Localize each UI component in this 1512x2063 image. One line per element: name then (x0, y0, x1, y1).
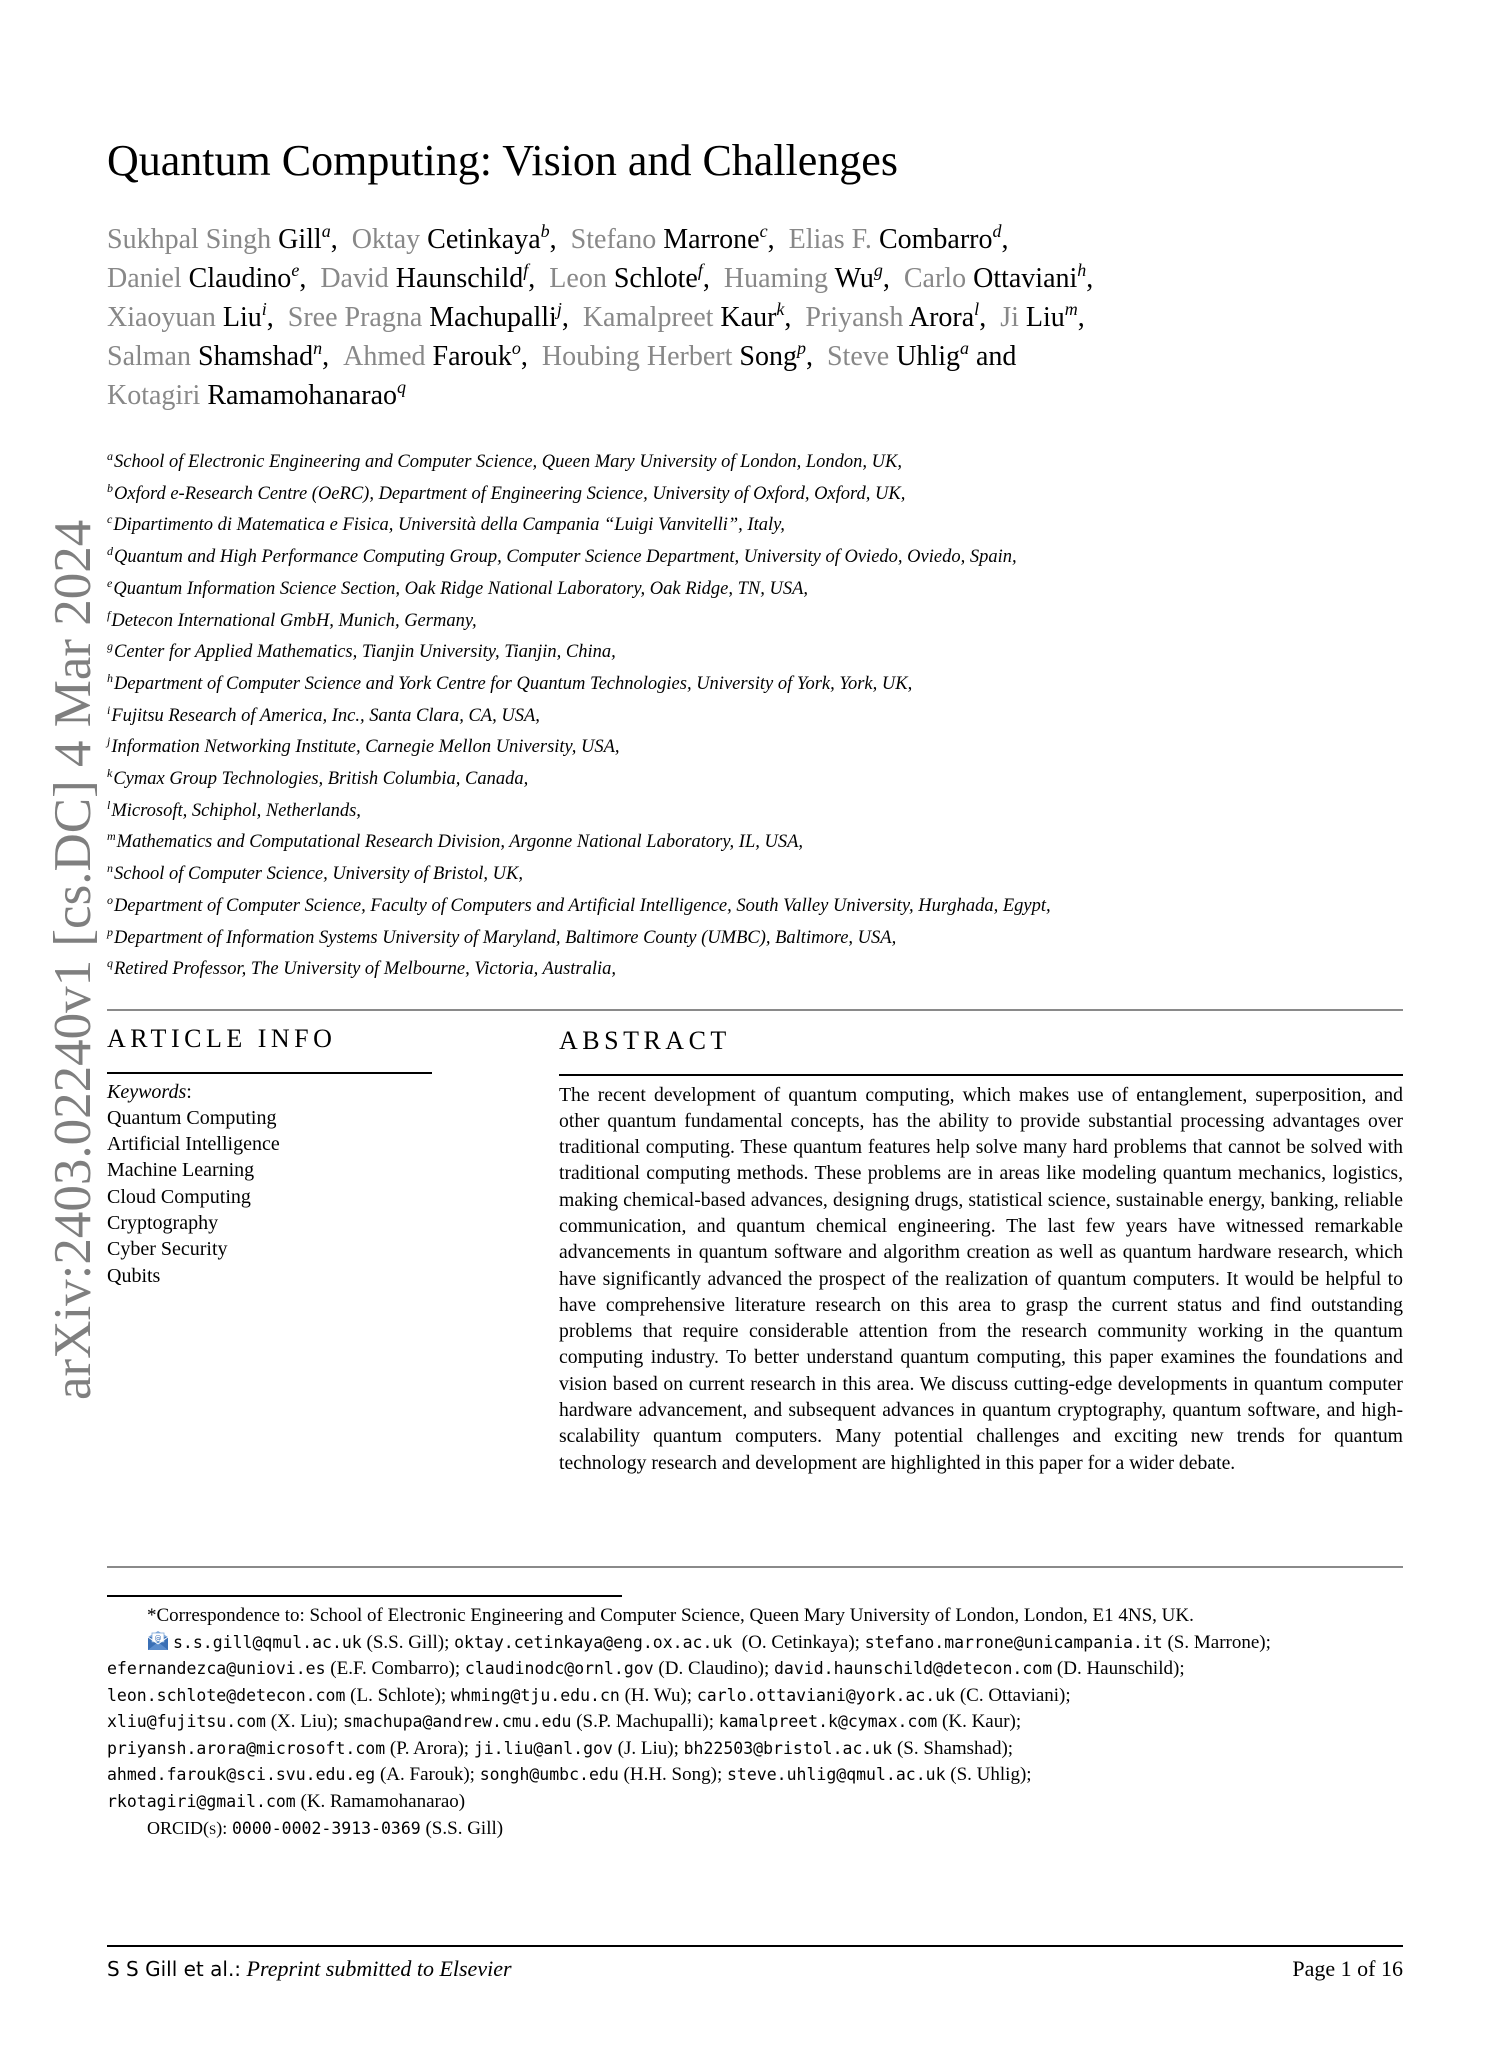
affiliation: $^a$School of Electronic Engineering and Computer Science, Queen Mary University of London, London, UK, (107, 449, 903, 472)
email-link[interactable]: songh@umbc.edu (479, 1765, 619, 1784)
affiliation: $^d$Quantum and High Performance Computing Group, Computer Science Department, University of Oviedo, Oviedo, Spain, (107, 544, 1017, 568)
email-link[interactable]: kamalpreet.k@cymax.com (718, 1712, 938, 1731)
author: Salman Shamshad$^n$, (107, 338, 330, 372)
keyword: Qubits (107, 1264, 161, 1287)
section-divider-top (107, 1009, 1403, 1011)
email-link[interactable]: david.haunschild@detecon.com (774, 1659, 1053, 1678)
email-link[interactable]: s.s.gill@qmul.ac.uk (173, 1632, 362, 1652)
footer-venue: Preprint submitted to Elsevier (246, 1956, 512, 1981)
author: Kamalpreet Kaur$^k$, (582, 299, 792, 333)
author: Stefano Marrone$^c$, (570, 221, 775, 255)
author: Ahmed Farouk$^o$, (343, 338, 528, 372)
email-link[interactable]: smachupa@andrew.cmu.edu (343, 1712, 572, 1731)
email-link[interactable]: efernandezca@uniovi.es (107, 1659, 326, 1678)
author-line-5 (107, 376, 1407, 415)
affiliation: $^c$Dipartimento di Matematica e Fisica, Università della Campania “Luigi Vanvitelli”, Italy, (107, 512, 785, 536)
author: Daniel Claudino$^e$, (107, 260, 307, 294)
keyword: Artificial Intelligence (107, 1133, 280, 1156)
email-link[interactable]: leon.schlote@detecon.com (107, 1685, 346, 1705)
email-list: @ s.s.gill@qmul.ac.uk (S.S. Gill); oktay.cetinkaya@eng.ox.ac.uk (O. Cetinkaya); stefano.marrone@unicampania.it (S. Marrone); efernandezca@uniovi.es (E.F. Combarro); claudinodc@ornl.gov (D. Claudino); david.haunschild@detecon.com (D. Haunschild); leon.schlote@detecon.com (L. Schlote); whming@tju.edu.cn (H. Wu); carlo.ottaviani@york.ac.uk (C. Ottaviani); xliu@fujitsu.com (X. Liu); smachupa@andrew.cmu.edu (S.P. Machupalli); kamalpreet.k@cymax.com (K. Kaur); priyansh.arora@microsoft.com (P. Arora); ji.liu@anl.gov (J. Liu); bh22503@bristol.ac.uk (S. Shamshad); ahmed.farouk@sci.svu.edu.eg (A. Farouk); songh@umbc.edu (H.H. Song); steve.uhlig@qmul.ac.uk (S. Uhlig); rkotagiri@gmail.com (K. Ramamohanarao) (107, 1631, 1271, 1812)
affiliation: $^l$Microsoft, Schiphol, Netherlands, (107, 797, 361, 821)
email-envelope-icon (147, 1631, 169, 1651)
affiliation: $^e$Quantum Information Science Section, Oak Ridge National Laboratory, Oak Ridge, TN, USA, (107, 575, 809, 599)
author: Sukhpal Singh Gill$^a$, (107, 221, 338, 255)
article-info-panel (107, 1026, 432, 1289)
article-info-rule (107, 1072, 432, 1074)
orcid-note (107, 1815, 1403, 1843)
affiliation-list (107, 447, 1051, 986)
author: Leon Schlote$^f$, (549, 260, 710, 294)
email-link[interactable]: carlo.ottaviani@york.ac.uk (696, 1685, 956, 1705)
affiliation: $^o$Department of Computer Science, Faculty of Computers and Artificial Intelligence, South Valley University, Hurghada, Egypt, (107, 892, 1051, 916)
keyword: Machine Learning (107, 1159, 255, 1182)
author: Kotagiri Ramamohanarao$^q$ (107, 377, 407, 411)
email-link[interactable]: stefano.marrone@unicampania.it (864, 1632, 1163, 1652)
author: Oktay Cetinkaya$^b$, (351, 221, 557, 255)
keyword: Cloud Computing (107, 1185, 251, 1208)
arxiv-identifier-stamp: arXiv:2403.02240v1 [cs.DC] 4 Mar 2024 (44, 519, 102, 1400)
author: Xiaoyuan Liu$^i$, (107, 299, 274, 333)
author: Priyansh Arora$^l$, (805, 299, 987, 333)
email-link[interactable]: priyansh.arora@microsoft.com (107, 1738, 386, 1758)
author: Elias F. Combarro$^d$, (788, 221, 1009, 255)
article-info-heading: ARTICLE INFO (107, 1024, 337, 1053)
footer-rule (107, 1945, 1403, 1947)
email-link[interactable]: oktay.cetinkaya@eng.ox.ac.uk (454, 1632, 733, 1652)
email-link[interactable]: bh22503@bristol.ac.uk (683, 1738, 893, 1758)
section-divider-bottom (107, 1566, 1403, 1568)
author: David Haunschild$^f$, (320, 260, 536, 294)
keywords-label: Keywords: (107, 1080, 192, 1103)
email-link[interactable]: steve.uhlig@qmul.ac.uk (726, 1765, 946, 1784)
author-list (107, 220, 1407, 415)
affiliation: $^i$Fujitsu Research of America, Inc., Santa Clara, CA, USA, (107, 702, 540, 726)
abstract-panel (559, 1028, 1403, 1476)
affiliation: $^g$Center for Applied Mathematics, Tianjin University, Tianjin, China, (107, 639, 616, 663)
running-footer (107, 1956, 512, 1982)
author: Steve Uhlig$^a$ and (826, 338, 1017, 372)
abstract-text: The recent development of quantum computing, which makes use of entanglement, superposition, and other quantum fundamental concepts, has the ability to provide substantial processing advantages over traditional computing. These quantum features help solve many hard problems that cannot be solved with traditional computing methods. These problems are in areas like modeling quantum mechanics, logistics, making chemical-based advances, designing drugs, statistical science, sustainable energy, banking, reliable communication, and quantum chemical engineering. The last few years have witnessed remarkable advancements in quantum software and algorithm creation as well as quantum hardware research, which have significantly advanced the prospect of the realization of quantum computers. It would be helpful to have comprehensive literature research on this area to grasp the current status and find outstanding problems that require considerable attention from the research community working in the quantum computing industry. To better understand quantum computing, this paper examines the foundations and vision based on current research in this area. We discuss cutting-edge developments in quantum computer hardware advancement, and subsequent advances in quantum cryptography, quantum software, and high-scalability quantum computers. Many potential challenges and exciting new trends for quantum technology research and development are highlighted in this paper for a wider debate. (559, 1083, 1403, 1474)
affiliation: $^b$Oxford e-Research Centre (OeRC), Department of Engineering Science, University of Oxford, Oxford, UK, (107, 480, 906, 504)
correspondence-note: *Correspondence to: School of Electronic Engineering and Computer Science, Queen Mary University of London, London, E1 4NS, UK. (147, 1605, 1194, 1626)
page-number: Page 1 of 16 (1292, 1956, 1403, 1981)
paper-title: Quantum Computing: Vision and Challenges (107, 136, 898, 185)
keyword: Cyber Security (107, 1238, 228, 1261)
author: Huaming Wu$^g$, (723, 260, 890, 294)
author: Ji Liu$^m$, (1000, 299, 1085, 333)
affiliation: $^m$Mathematics and Computational Research Division, Argonne National Laboratory, IL, USA, (107, 829, 804, 853)
abstract-rule (559, 1074, 1403, 1076)
email-link[interactable]: ji.liu@anl.gov (473, 1738, 613, 1758)
affiliation: $^n$School of Computer Science, University of Bristol, UK, (107, 861, 523, 885)
svg-text:@: @ (154, 1634, 162, 1642)
email-link[interactable]: whming@tju.edu.cn (450, 1685, 620, 1705)
affiliation: $^j$Information Networking Institute, Carnegie Mellon University, USA, (107, 734, 620, 758)
footnote-rule (107, 1595, 622, 1597)
affiliation: $^h$Department of Computer Science and York Centre for Quantum Technologies, University of York, York, UK, (107, 670, 913, 694)
orcid-owner: (S.S. Gill) (425, 1818, 504, 1839)
author-line-3 (107, 298, 1407, 337)
footer-author: S S Gill et al.: (107, 1957, 242, 1981)
email-link[interactable]: rkotagiri@gmail.com (107, 1791, 296, 1811)
email-link[interactable]: claudinodc@ornl.gov (464, 1659, 654, 1678)
keyword: Cryptography (107, 1211, 219, 1234)
affiliation: $^p$Department of Information Systems University of Maryland, Baltimore County (UMBC), Baltimore, USA, (107, 924, 897, 948)
affiliation: $^q$Retired Professor, The University of Melbourne, Victoria, Australia, (107, 956, 617, 980)
author-line-1 (107, 220, 1407, 259)
author: Sree Pragna Machupalli$^j$, (287, 299, 569, 333)
affiliation: $^k$Cymax Group Technologies, British Columbia, Canada, (107, 766, 529, 790)
keywords-list (107, 1079, 432, 1289)
orcid-link[interactable]: 0000-0002-3913-0369 (231, 1819, 421, 1838)
author: Houbing Herbert Song$^p$, (541, 338, 813, 372)
author-line-4 (107, 337, 1407, 376)
author: Carlo Ottaviani$^h$, (903, 260, 1094, 294)
abstract-heading: ABSTRACT (559, 1026, 731, 1055)
email-link[interactable]: xliu@fujitsu.com (107, 1712, 266, 1731)
orcid-label: ORCID(s): (147, 1818, 228, 1838)
affiliation: $^f$Detecon International GmbH, Munich, Germany, (107, 607, 477, 631)
footnotes (107, 1603, 1403, 1843)
keyword: Quantum Computing (107, 1106, 277, 1129)
email-link[interactable]: ahmed.farouk@sci.svu.edu.eg (107, 1765, 376, 1784)
author-line-2 (107, 259, 1407, 298)
